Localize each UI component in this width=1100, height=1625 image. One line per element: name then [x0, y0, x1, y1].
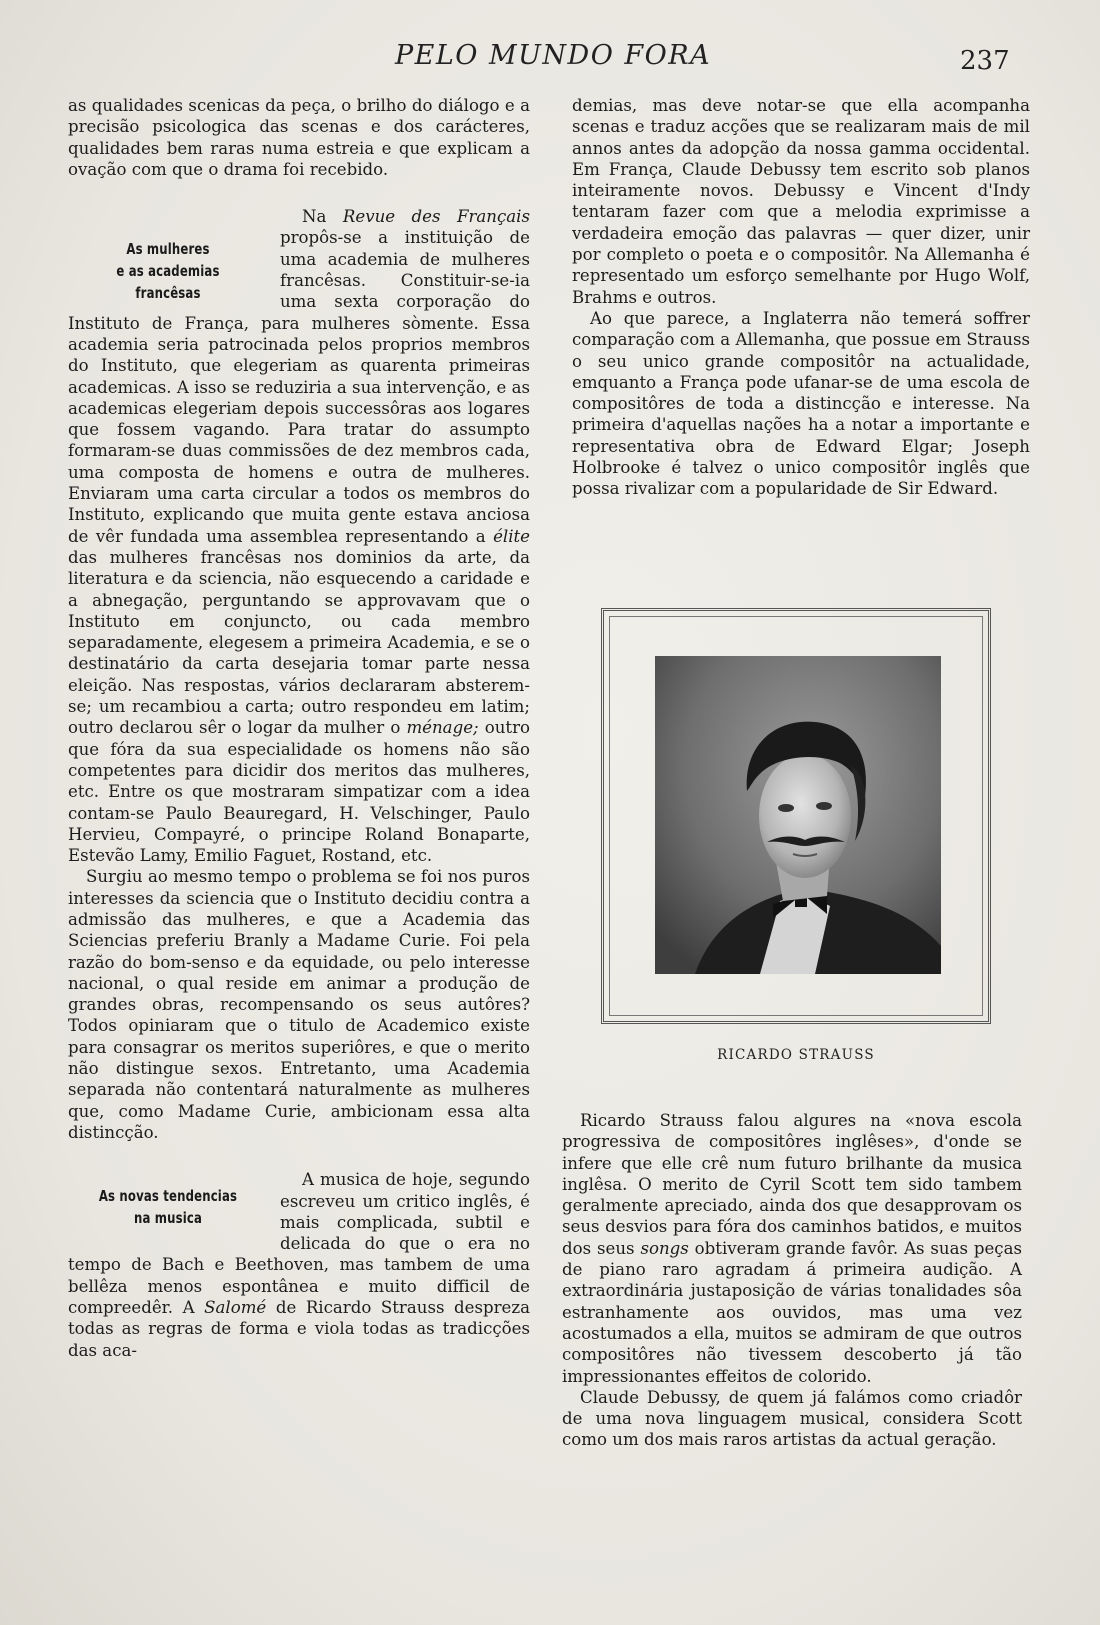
sidenote-line: e as academias francêsas [116, 262, 220, 303]
journal-title: Revue des Français [342, 207, 530, 227]
running-title: PELO MUNDO FORA [395, 40, 712, 71]
paragraph [562, 1110, 1022, 1387]
paragraph: demias, mas deve notar-se que ella acompanha scenas e traduz acções que se realizaram mais de mil annos antes da adopção da nossa gamma occidental. Em França, Claude Debussy tem escrito sob planos inteiramente novos. Debussy e Vincent d'Indy tentaram fazer com que a melodia exprimisse a verdadeira emoção das palavras — quer dizer, unir por completo o poeta e o compositôr. Na Allemanha é representado um esforço semelhante por Hugo Wolf, Brahms e outros. [572, 96, 1030, 307]
figure-caption: RICARDO STRAUSS [717, 1047, 875, 1063]
left-column [68, 95, 530, 1361]
paragraph: Claude Debussy, de quem já falámos como criadôr de uma nova linguagem musical, considera Scott como um dos mais raros artistas da actual geração. [562, 1387, 1022, 1450]
right-column-lower [562, 1110, 1022, 1451]
sidenote-heading-women-academies [90, 238, 246, 304]
text-run: obtiveram grande favôr. As suas peças de piano raro agradam á primeira audição. A extraordinária justaposição de várias tonalidades sôa estranhamente aos ouvidos, mas uma vez acostumados a ella, muitos se admiram de que outros compositôres não tivessem descoberto já tão impressionantes effeitos de colorido. [562, 1238, 1023, 1386]
text-run: Ricardo Strauss falou algures na «nova escola progressiva de compositôres inglêses», d'onde se infere que elle crê num futuro brilhante da musica inglêsa. O merito de Cyril Scott tem sido tambem geralmente apreciado, ainda dos que desapprovam os seus desvios para fóra dos caminhos batidos, e muitos dos seus [562, 1111, 1022, 1258]
italic-term: ménage; [406, 718, 479, 738]
portrait-photo [655, 656, 941, 974]
text-run: Na [302, 207, 343, 227]
sidenote-line: na musica [133, 1209, 203, 1228]
paragraph [68, 206, 530, 866]
text-run: propôs-se a instituição de uma academia de mulheres francêsas. Constituir-se-ia uma sexta corporação do Instituto de França, para mulheres sòmente. Essa academia seria patrocinada pelos proprios membros do Instituto, que elegeriam as quarenta primeiras academicas. A isso se reduziria a sua intervenção, e as academicas elegeriam depois successôras aos logares que fossem vagando. Para tratar do assumpto formaram-se duas commissões de dez membros cada, uma composta de homens e outra de mulheres. Enviaram uma carta circular a todos os membros do Instituto, explicando que muita gente estava anciosa de vêr fundada uma assemblea representando a [68, 228, 530, 546]
italic-term: élite [493, 526, 530, 546]
sidenote-line: As novas tendencias [98, 1187, 238, 1206]
italic-title: Salomé [204, 1298, 267, 1318]
text-run: outro que fóra da sua especialidade os homens não são competentes para dicidir dos meritos das mulheres, etc. Entre os que mostraram simpatizar com a idea contam-se Paulo Beauregard, H. Velschinger, Paulo Hervieu, Compayré, o principe Roland Bonaparte, Estevão Lamy, Emilio Faguet, Rostand, etc. [68, 718, 530, 866]
page-number: 237 [960, 46, 1010, 76]
sidenote-heading-new-music [90, 1185, 246, 1229]
paragraph: Ao que parece, a Inglaterra não temerá soffrer comparação com a Allemanha, que possue em Strauss o seu unico grande compositôr na actualidade, emquanto a França pode ufanar-se de uma escola de compositôres de toda a distincção e interesse. Na primeira d'aquellas nações ha a notar a importante e representativa obra de Edward Elgar; Joseph Holbrooke é talvez o unico compositôr inglês que possa rivalizar com a popularidade de Sir Edward. [572, 308, 1030, 499]
italic-term: songs [640, 1238, 689, 1258]
text-run: das mulheres francêsas nos dominios da arte, da literatura e da sciencia, não esquecendo a caridade e a abnegação, perguntando se approvavam que o Instituto em conjuncto, ou cada membro separadamente, elegesem a primeira Academia, e se o destinatário da carta desejaria tomar parte nessa eleição. Nas respostas, vários declararam absterem-se; um recambiou a carta; outro respondeu em latim; outro declarou sêr o logar da mulher o [68, 547, 530, 738]
paragraph: as qualidades scenicas da peça, o brilho do diálogo e a precisão psicologica das scenas e dos carácteres, qualidades bem raras numa estreia e que explicam a ovação com que o drama foi recebido. [68, 96, 530, 179]
paragraph: Surgiu ao mesmo tempo o problema se foi nos puros interesses da sciencia que o Instituto decidiu contra a admissão das mulheres, e que a Academia das Sciencias preferiu Branly a Madame Curie. Foi pela razão do bom-senso e da equidade, ou pelo interesse nacional, o qual reside em animar a produção de grandes obras, recompensando os seus autôres? Todos opiniaram que o titulo de Academico existe para consagrar os meritos superiôres, e que o merito não distingue sexos. Entretanto, uma Academia separada não contentará naturalmente as mulheres que, como Madame Curie, ambicionam essa alta distincção. [68, 867, 530, 1142]
text-run: de Ricardo Strauss despreza todas as regras de forma e viola todas as tradicções das aca- [68, 1298, 531, 1360]
text-run: A musica de hoje, segundo escreveu um critico inglês, é mais complicada, subtil e delicada do que o era no tempo de Bach e Beethoven, mas tambem de uma bellêza menos espontânea e muito difficil de compreedêr. A [68, 1170, 530, 1318]
sidenote-line: As mulheres [126, 240, 210, 259]
right-column-upper [572, 95, 1030, 500]
